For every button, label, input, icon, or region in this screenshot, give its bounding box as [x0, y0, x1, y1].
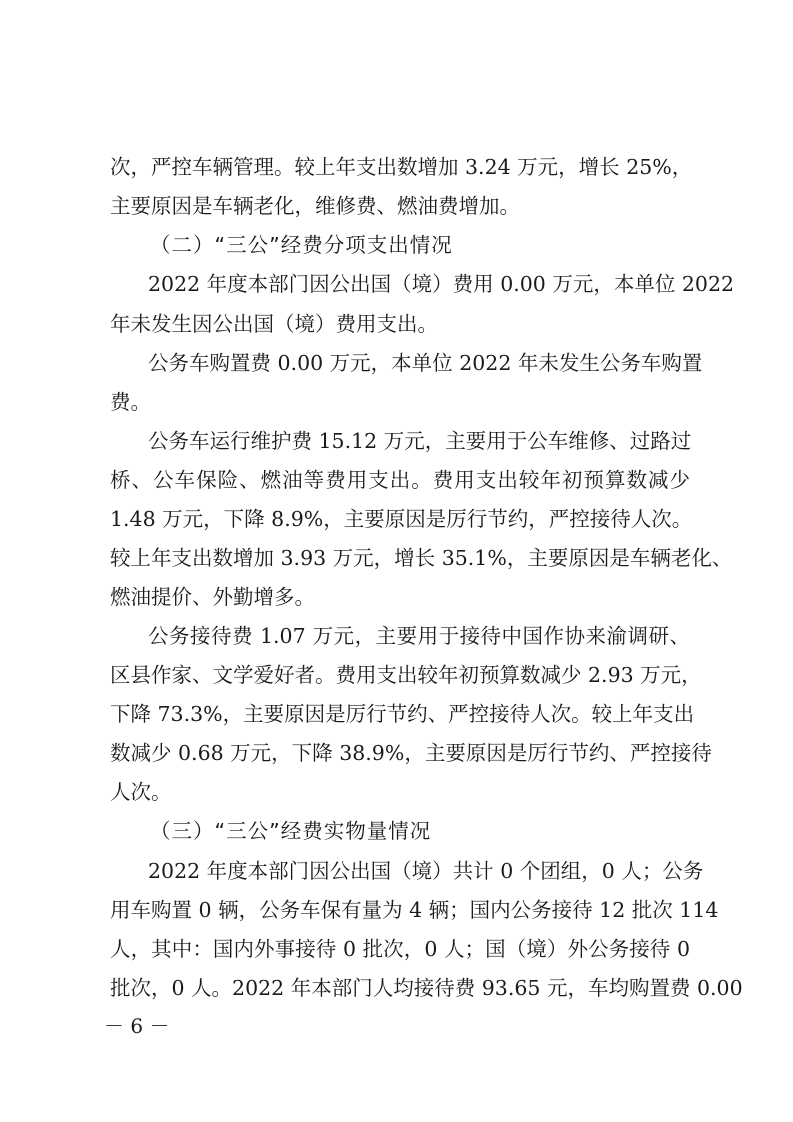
section-heading: （三）“三公”经费实物量情况: [150, 819, 432, 843]
body-line: 用车购置 0 辆，公务车保有量为 4 辆；国内公务接待 12 批次 114: [110, 898, 719, 922]
body-line: 人次。: [110, 780, 172, 804]
body-line: 人，其中：国内外事接待 0 批次，0 人；国（境）外公务接待 0: [110, 937, 690, 961]
body-line: 公务车购置费 0.00 万元，本单位 2022 年未发生公务车购置: [148, 351, 703, 375]
body-line: 主要原因是车辆老化，维修费、燃油费增加。: [110, 194, 520, 218]
body-line: 较上年支出数增加 3.93 万元，增长 35.1%，主要原因是车辆老化、: [110, 546, 733, 570]
body-line: 公务车运行维护费 15.12 万元，主要用于公车维修、过路过: [148, 429, 692, 453]
body-line: 桥、公车保险、燃油等费用支出。费用支出较年初预算数减少: [110, 468, 690, 492]
body-line: 数减少 0.68 万元，下降 38.9%，主要原因是厉行节约、严控接待: [110, 741, 712, 765]
body-line: 公务接待费 1.07 万元，主要用于接待中国作协来渝调研、: [148, 624, 690, 648]
body-line: 2022 年度本部门因公出国（境）费用 0.00 万元，本单位 2022: [148, 272, 735, 296]
page-number: － 6 －: [104, 1014, 170, 1038]
body-line: 2022 年度本部门因公出国（境）共计 0 个团组，0 人；公务: [148, 859, 704, 883]
body-line: 1.48 万元，下降 8.9%，主要原因是厉行节约，严控接待人次。: [110, 507, 693, 531]
body-line: 区县作家、文学爱好者。费用支出较年初预算数减少 2.93 万元，: [110, 663, 702, 687]
body-line: 批次，0 人。2022 年本部门人均接待费 93.65 元，车均购置费 0.00: [110, 976, 743, 1000]
body-line: 燃油提价、外勤增多。: [110, 585, 315, 609]
body-line: 次，严控车辆管理。较上年支出数增加 3.24 万元，增长 25%，: [110, 155, 693, 179]
section-heading: （二）“三公”经费分项支出情况: [150, 233, 453, 257]
body-line: 下降 73.3%，主要原因是厉行节约、严控接待人次。较上年支出: [110, 702, 695, 726]
body-line: 年未发生因公出国（境）费用支出。: [110, 312, 438, 336]
body-line: 费。: [110, 390, 151, 414]
